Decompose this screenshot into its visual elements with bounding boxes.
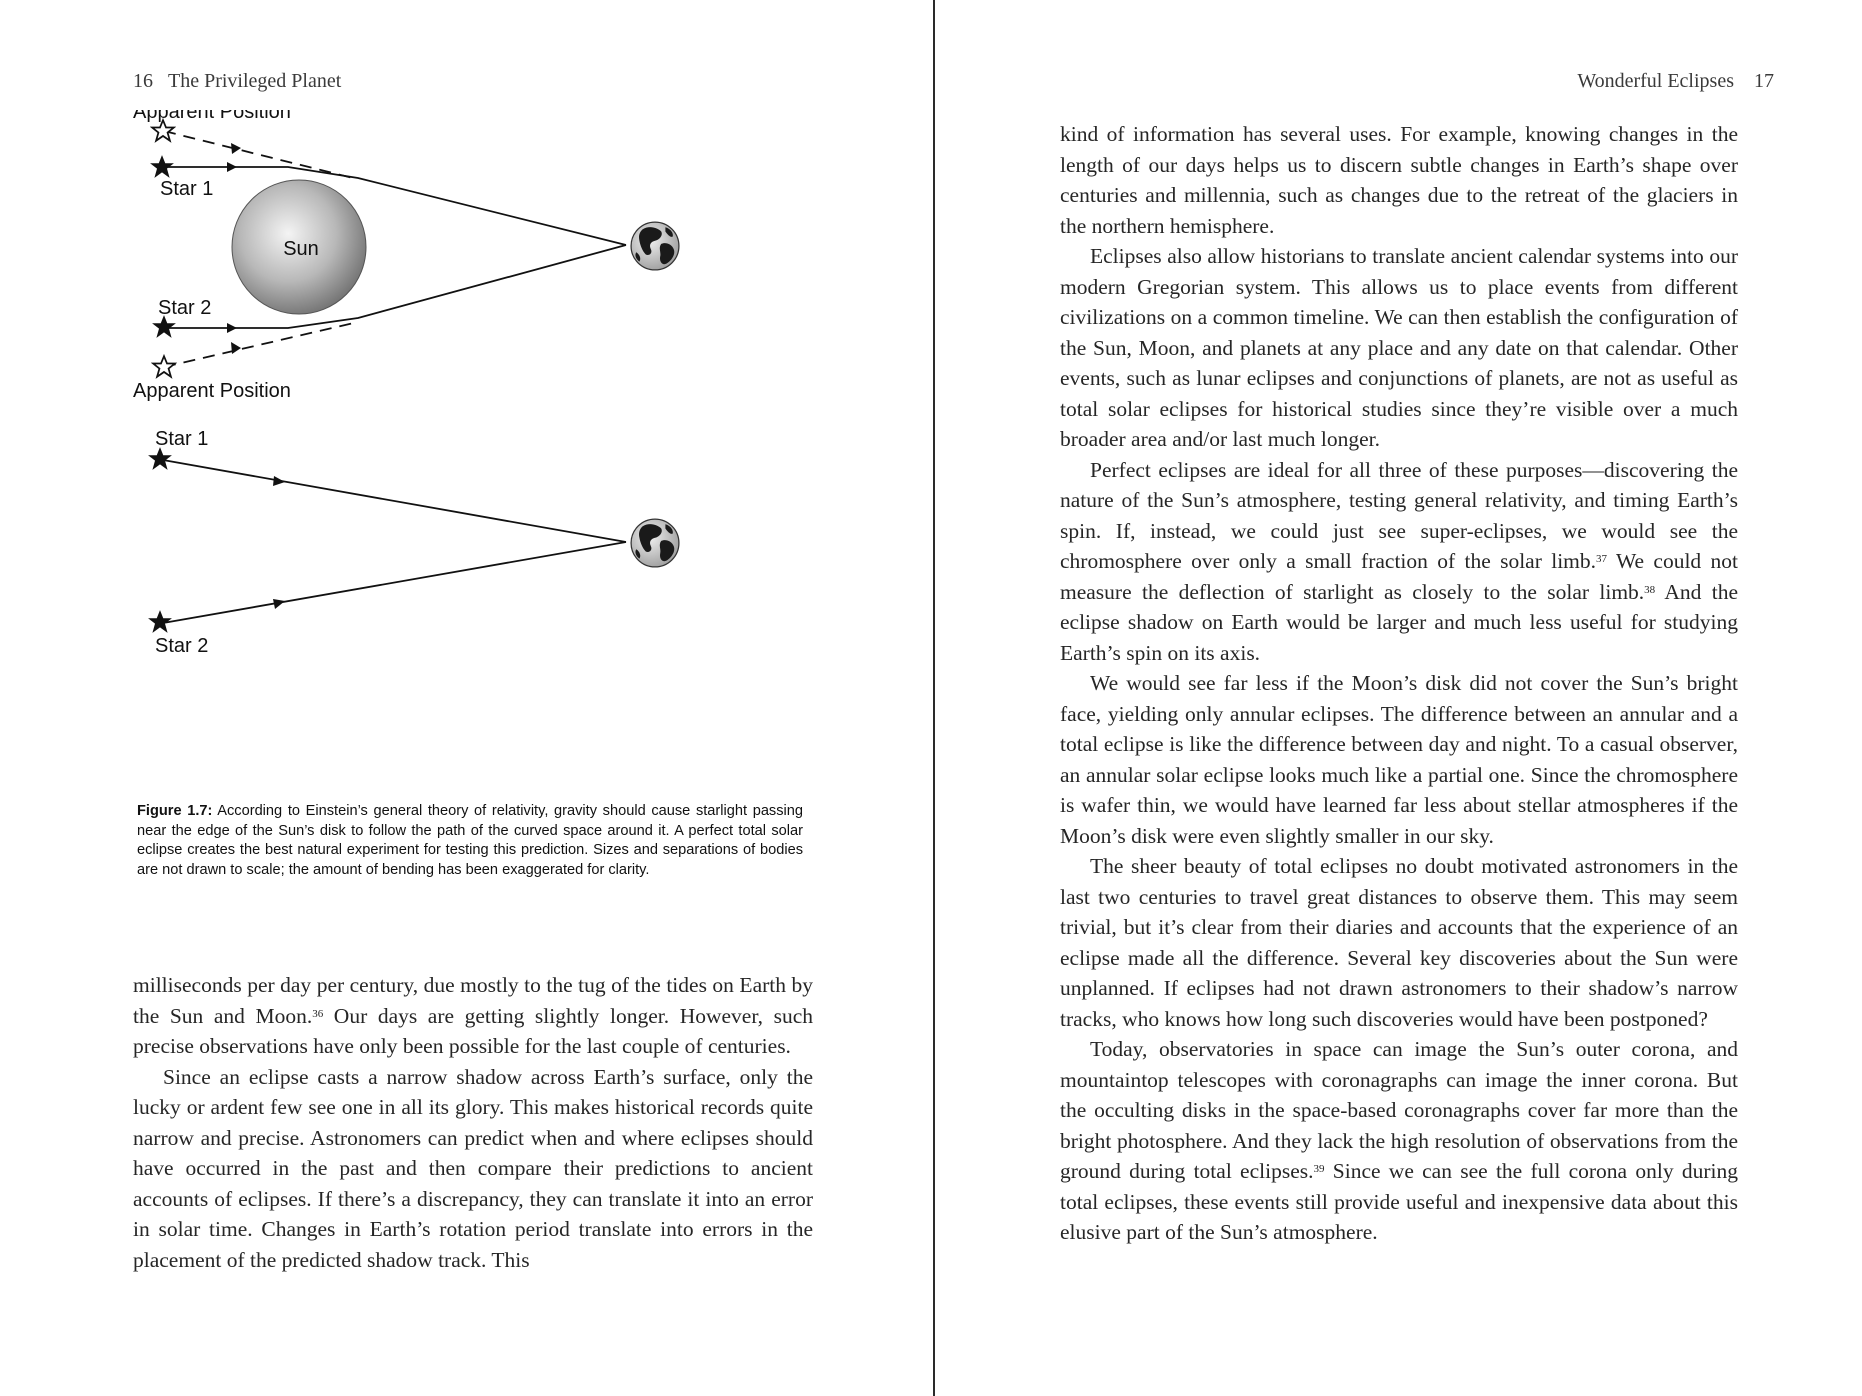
light-bending-diagram	[133, 110, 833, 810]
right-page	[935, 0, 1862, 1396]
figure-caption	[137, 802, 803, 880]
left-body-text	[133, 970, 813, 1275]
apparent-star-bottom-icon	[153, 356, 175, 377]
star1-top-label: Star 1	[160, 178, 214, 200]
left-running-head	[133, 70, 341, 93]
paragraph: Eclipses also allow historians to translate ancient calendar systems into our modern Gregorian system. This allows us to place events from different civilizations on a common timeline. We can then establish the configuration of the Sun, Moon, and planets at any place and any date on that calendar. Other events, such as lunar eclipses and conjunctions of planets, are not as useful as total solar eclipses for historical studies since they’re visible over a much broader area and/or last much longer.	[1060, 244, 1738, 451]
straight-path-star1	[163, 460, 626, 542]
straight-path-star2	[163, 542, 626, 623]
light-path-star1	[162, 167, 626, 245]
paragraph: kind of information has several uses. For example, knowing changes in the length of our days helps us to discern subtle changes in Earth’s shape over centuries and millennia, such as changes due to the retreat of the glaciers in the northern hemisphere.	[1060, 122, 1738, 238]
footnote-ref[interactable]: 37	[1596, 553, 1608, 565]
star2-top-label: Star 2	[158, 297, 212, 319]
paragraph: The sheer beauty of total eclipses no doubt motivated astronomers in the last two centuries to travel great distances to observe them. This may seem trivial, but it’s clear from their diaries and accounts that the experience of an eclipse made all the difference. Several key discoveries about the Sun were unplanned. If eclipses had not drawn astronomers to their shadow’s narrow tracks, who knows how long such discoveries would have been postponed?	[1060, 854, 1738, 1031]
paragraph: Perfect eclipses are ideal for all three of these purposes—discovering the nature of the Sun’s atmosphere, testing general relativity, and timing Earth’s spin. If, instead, we could just see super-eclipses, we would see the chromosphere over only a small fraction of the solar limb.$^{37}$ We could not measure the deflection of starlight as closely to the solar limb.$^{38}$ And the eclipse shadow on Earth would be larger and much less useful for studying Earth’s spin on its axis.	[1060, 457, 1738, 665]
sun-label: Sun	[283, 238, 319, 260]
light-bending-figure	[133, 110, 833, 810]
left-page-number: 16	[133, 70, 153, 92]
earth-top-icon	[631, 222, 679, 270]
apparent-star-top-icon	[152, 120, 174, 141]
right-body-text	[1060, 119, 1738, 1248]
paragraph: Since an eclipse casts a narrow shadow across Earth’s surface, only the lucky or ardent few see one in all its glory. This makes historical records quite narrow and precise. Astronomers can predict when and where eclipses should have occurred in the past and then compare their predictions to ancient accounts of eclipses. If there’s a discrepancy, they can translate it into an error in solar time. Changes in Earth’s rotation period translate into errors in the placement of the predicted shadow track. This	[133, 1064, 813, 1272]
star1-bottom-label: Star 1	[155, 428, 209, 450]
right-chapter-title: Wonderful Eclipses	[1577, 70, 1734, 92]
footnote-ref[interactable]: 36	[312, 1007, 324, 1020]
arrowhead	[227, 162, 237, 172]
arrowhead	[231, 143, 241, 154]
paragraph: milliseconds per day per century, due mostly to the tug of the tides on Earth by the Sun and Moon.$^{36}$ Our days are getting slightly longer. However, such precise observations have only been possible for the last couple of centuries.	[133, 973, 813, 1058]
footnote-ref[interactable]: 38	[1644, 583, 1656, 596]
paragraph: Today, observatories in space can image the Sun’s outer corona, and mountaintop telescopes with coronagraphs can image the inner corona. But the occulting disks in the space-based coronagraphs cover far more than the bright photosphere. And they lack the high resolution of observations from the ground during total eclipses.$^{39}$ Since we can see the full corona only during total eclipses, these events still provide useful and inexpensive data about this elusive part of the Sun’s atmosphere.	[1060, 1037, 1738, 1244]
figure-caption-text: According to Einstein’s general theory of relativity, gravity should cause starlight passing near the edge of the Sun’s disk to follow the path of the curved space around it. A perfect total solar eclipse creates the best natural experiment for testing this prediction. Sizes and separations of bodies are not drawn to scale; the amount of bending has been exaggerated for clarity.	[137, 803, 804, 878]
figure-caption-label: Figure 1.7:	[137, 803, 213, 819]
right-page-number: 17	[1754, 70, 1774, 92]
arrowhead	[231, 342, 241, 354]
apparent-ray-top	[164, 131, 353, 178]
arrowhead	[273, 599, 285, 609]
left-book-title: The Privileged Planet	[168, 70, 342, 92]
footnote-ref[interactable]: 39	[1313, 1163, 1325, 1175]
apparent-position-top-label: Apparent Position	[133, 110, 291, 123]
arrowhead	[227, 323, 237, 333]
star2-bottom-label: Star 2	[155, 635, 209, 657]
earth-bottom-icon	[631, 519, 679, 567]
star1-bottom-icon	[148, 447, 172, 470]
right-running-head	[1577, 70, 1774, 93]
paragraph: We would see far less if the Moon’s disk did not cover the Sun’s bright face, yielding only annular eclipses. The difference between an annular and a total eclipse is like the difference between day and night. To a casual observer, an annular solar eclipse looks much like a partial one. Since the chromosphere is wafer thin, we would have learned far less about stellar atmospheres if the Moon’s disk were even slightly smaller in our sky.	[1060, 671, 1738, 848]
apparent-position-bottom-label: Apparent Position	[133, 380, 291, 402]
